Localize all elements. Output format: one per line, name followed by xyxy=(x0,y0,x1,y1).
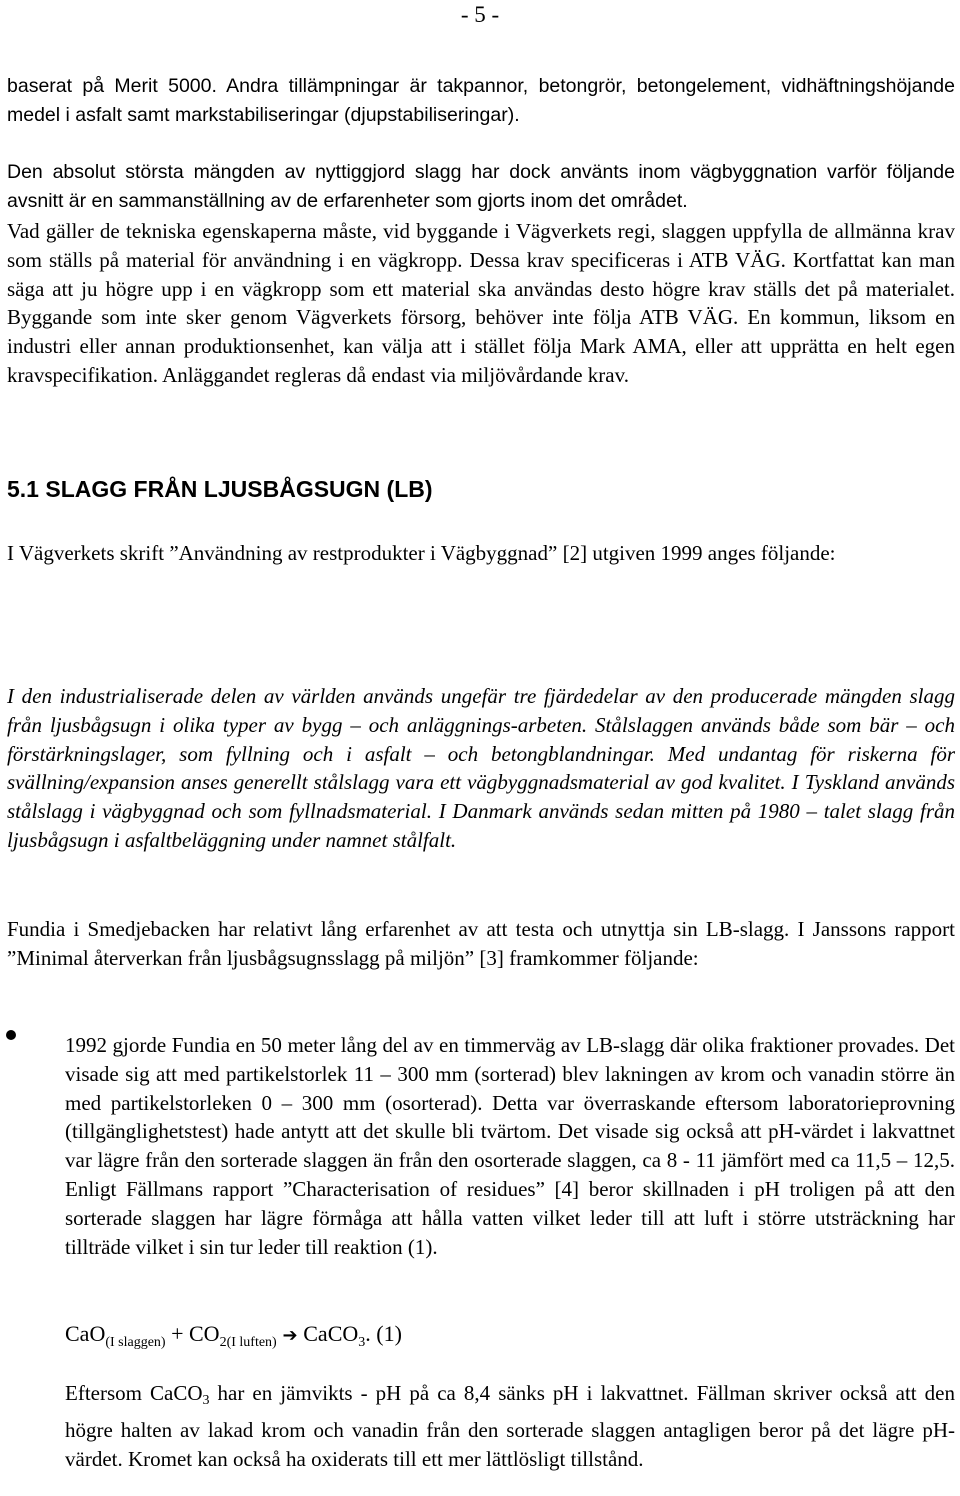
paragraph-equilibrium xyxy=(65,1379,955,1473)
paragraph-road-construction: Den absolut största mängden av nyttiggjord slagg har dock använts inom vägbyggnation varför följande avsnitt är en sammanställning av de erfarenheter som gjorts inom det området. xyxy=(7,161,955,212)
page-number: - 5 - xyxy=(460,2,500,27)
formula-cao-subscript: (I slaggen) xyxy=(105,1335,166,1350)
section-heading: 5.1 SLAGG FRÅN LJUSBÅGSUGN (LB) xyxy=(7,476,433,502)
paragraph-fundia: Fundia i Smedjebacken har relativt lång erfarenhet av att testa och utnyttja sin LB-slagg. I Janssons rapport ”Minimal återverkan från ljusbågsugnsslagg på miljön” [3] framkommer följande: xyxy=(7,917,955,970)
paragraph-quote: I den industrialiserade delen av världen används ungefär tre fjärdedelar av den producerade mängden slagg från ljusbågsugn i olika typer av bygg – och anläggnings-arbeten. Stålslaggen används både som bär – och förstärkningslager, som fyllning och i asfalt – och betongblandningar. Med undantag för riskerna för svällning/expansion anses generellt stålslagg vara ett vägbyggnadsmaterial av god kvalitet. I Tyskland används stålslagg i vägbyggnad och som fyllnadsmaterial. I Danmark används sedan mitten på 1980 – talet slagg från ljusbågsugn i asfaltbeläggning under namnet stålfalt. xyxy=(7,684,955,852)
formula-cao: CaO xyxy=(65,1321,106,1346)
chemical-equation xyxy=(65,1321,402,1351)
formula-co2: + CO xyxy=(165,1321,220,1346)
formula-caco3: CaCO xyxy=(303,1321,359,1346)
equilibrium-subscript: 3 xyxy=(202,1393,210,1408)
formula-co2-subscript: 2(I luften) xyxy=(219,1335,277,1350)
paragraph-technical-requirements: Vad gäller de tekniska egenskaperna måste, vid byggande i Vägverkets regi, slaggen uppfylla de allmänna krav som ställs på material för användning i en vägkropp. Dessa krav specificeras i ATB VÄG. Kortfattat kan man säga att ju högre upp i en vägkropp som ett material ska användas desto högre krav ställs det på materialet. Byggande som inte sker genom Vägverkets försorg, behöver inte följa ATB VÄG. En kommun, liksom en industri eller annan produktionsenhet, kan välja att i stället följa Mark AMA, eller att upprätta en helt egen kravspecifikation. Anläggandet regleras då endast via miljövårdande krav. xyxy=(7,219,955,387)
bullet-item: 1992 gjorde Fundia en 50 meter lång del av en timmerväg av LB-slagg där olika fraktioner provades. Det visade sig att med partikelstorlek 11 – 300 mm (sorterad) blev lakningen av krom och vanadin större än med partikelstorleken 0 – 300 mm (osorterad). Detta var överraskande eftersom laboratorieprovning (tillgänglighetstest) hade antytt att det skulle bli tvärtom. Det visade sig också att pH-värdet i lakvattnet var lägre från den sorterade slaggen än från den osorterade slaggen, ca 8 - 11 jämfört med ca 11,5 – 12,5. Enligt Fällmans rapport ”Characterisation of residues” [4] beror skillnaden i pH troligen på att den sorterade slaggen har lägre förmåga att hålla vatten vilket leder till att luft i större utsträckning har tillträde vilket i sin tur leder till reaktion (1). xyxy=(65,1033,955,1259)
formula-label: . (1) xyxy=(365,1321,402,1346)
bullet-icon xyxy=(6,1030,16,1040)
paragraph-intro: baserat på Merit 5000. Andra tillämpningar är takpannor, betongrör, betongelement, vidhäftningshöjande medel i asfalt samt markstabiliseringar (djupstabiliseringar). xyxy=(7,75,955,126)
paragraph-vagverket-reference: I Vägverkets skrift ”Användning av restprodukter i Vägbyggnad” [2] utgiven 1999 anges följande: xyxy=(7,541,836,565)
equilibrium-text-end: har en jämvikts - pH på ca 8,4 sänks pH i lakvattnet. Fällman skriver också att den högre halten av lakad krom och vanadin från den sorterade slaggen antagligen beror på det lägre pH-värdet. Kromet kan också ha oxiderats till ett mer lättlösligt tillstånd. xyxy=(65,1381,955,1471)
equilibrium-text-start: Eftersom CaCO xyxy=(65,1381,203,1405)
formula-caco3-subscript: 3 xyxy=(358,1335,366,1350)
arrow-icon: ➔ xyxy=(276,1325,304,1346)
